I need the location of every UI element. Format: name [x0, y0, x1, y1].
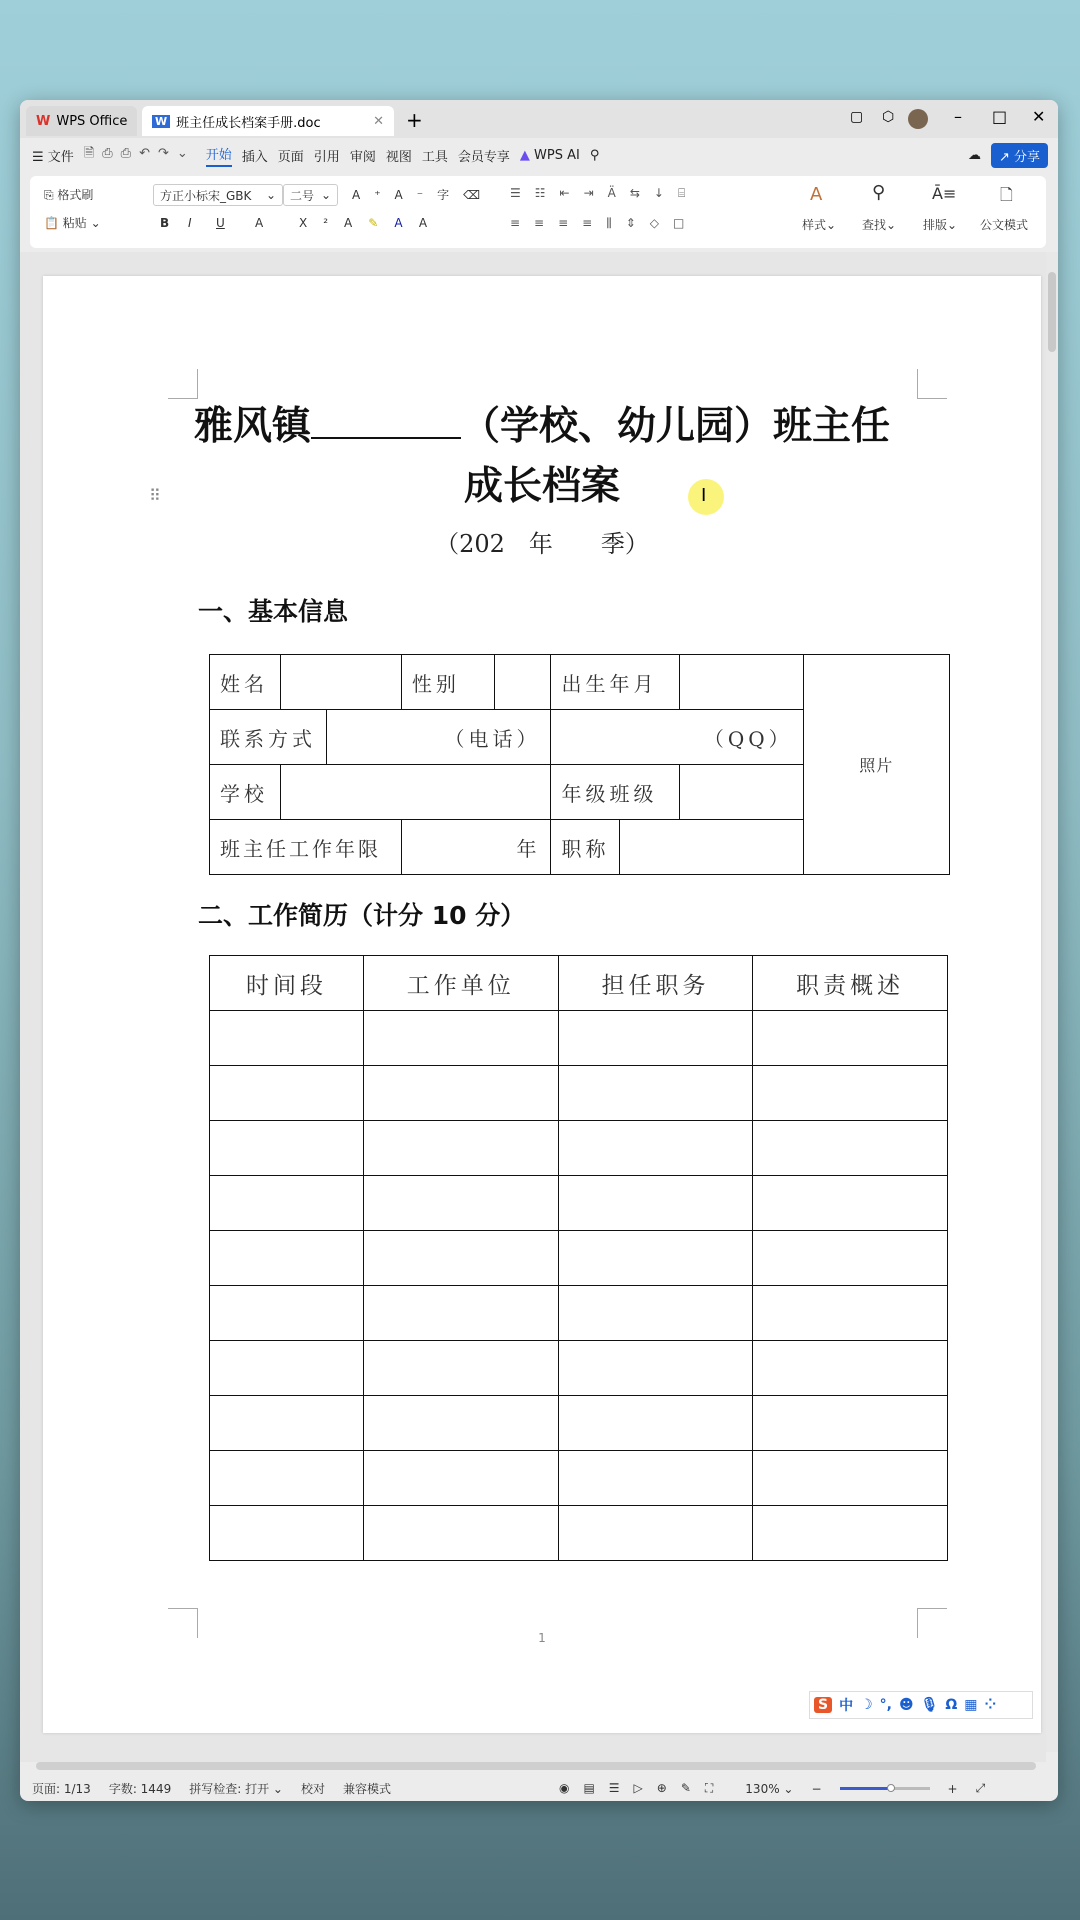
status-bar [20, 1776, 1058, 1801]
close-icon[interactable]: ✕ [373, 113, 384, 129]
label-contact: 联系方式 [210, 710, 327, 765]
find-button[interactable]: 查找⌄ [862, 218, 897, 232]
label-grade: 年级班级 [551, 765, 680, 820]
table-cell[interactable] [210, 1066, 364, 1121]
table-cell[interactable] [363, 1011, 558, 1066]
zoom-out-icon[interactable]: − [811, 1781, 822, 1796]
zoom-in-icon[interactable]: + [947, 1781, 958, 1796]
table-cell[interactable] [363, 1121, 558, 1176]
text-effects[interactable]: A X²A✎AA [255, 216, 444, 230]
header-period: 时间段 [210, 956, 364, 1011]
table-row [210, 1121, 948, 1176]
table-cell[interactable] [363, 1231, 558, 1286]
wps-logo-icon: W [36, 113, 51, 129]
label-title: 职称 [551, 820, 620, 875]
table-cell[interactable] [363, 1066, 558, 1121]
photo-cell[interactable]: 照片 [803, 655, 949, 875]
input-birth[interactable] [680, 655, 803, 710]
header-duties: 职责概述 [753, 956, 948, 1011]
menu-review[interactable]: 审阅 [349, 149, 376, 165]
menu-file[interactable]: ☰ 文件 [32, 149, 74, 165]
bold-button[interactable]: B [160, 216, 170, 230]
document-title-line2: 成长档案 [463, 463, 620, 509]
table-row [210, 1011, 948, 1066]
zoom-slider[interactable] [840, 1787, 930, 1790]
table-row [210, 1286, 948, 1341]
table-row [210, 1176, 948, 1231]
avatar[interactable] [908, 109, 928, 129]
table-cell[interactable] [363, 1341, 558, 1396]
table-row [210, 1451, 948, 1506]
minimize-icon[interactable]: – [954, 107, 962, 126]
table-cell[interactable] [753, 1121, 948, 1176]
menu-insert[interactable]: 插入 [241, 149, 268, 165]
table-cell[interactable] [210, 1506, 364, 1561]
chinese-mode-icon: 中 [839, 1698, 854, 1714]
input-school[interactable] [281, 765, 551, 820]
table-cell[interactable] [558, 1341, 753, 1396]
table-row [210, 1506, 948, 1561]
label-name: 姓名 [210, 655, 281, 710]
table-cell[interactable] [363, 1176, 558, 1231]
paragraph-tools[interactable]: ☰☷⇤⇥Ä⇆↓⌸ [510, 186, 700, 200]
table-row [210, 1231, 948, 1286]
menu-view[interactable]: 视图 [385, 149, 412, 165]
table-cell[interactable] [753, 1231, 948, 1286]
document-area [20, 252, 1046, 1762]
cloud-upload-icon[interactable]: ☁ [967, 147, 981, 163]
table-cell[interactable] [210, 1176, 364, 1231]
label-years: 班主任工作年限 [210, 820, 402, 875]
paste-button[interactable]: 📋 粘贴 ⌄ [44, 216, 101, 230]
mic-icon: 🎙 [920, 1697, 939, 1713]
table-cell[interactable] [753, 1506, 948, 1561]
new-tab-icon[interactable]: + [406, 108, 423, 132]
table-cell[interactable] [558, 1231, 753, 1286]
font-size-tools[interactable]: A⁺A⁻字⌫ [352, 188, 495, 202]
menu-bar [20, 138, 1058, 172]
drag-handle-icon[interactable]: ⠿ [149, 486, 161, 505]
styles-icon: A [810, 184, 823, 205]
sogou-logo-icon: S [814, 1697, 832, 1713]
table-cell[interactable] [753, 1176, 948, 1231]
share-button[interactable]: ↗ 分享 [991, 143, 1048, 168]
tab-wps-office[interactable] [26, 106, 137, 136]
margin-corner-mark [168, 369, 198, 399]
document-subtitle: （202 年 季） [435, 530, 649, 558]
input-title[interactable] [620, 820, 803, 875]
fullscreen-icon[interactable]: ⤢ [975, 1781, 986, 1795]
work-history-table [209, 955, 948, 1561]
word-doc-icon: W [152, 115, 170, 128]
table-cell[interactable] [558, 1176, 753, 1231]
tab-label: WPS Office [56, 113, 128, 129]
table-row [210, 1066, 948, 1121]
table-cell[interactable] [753, 1066, 948, 1121]
official-mode-button[interactable]: 公文模式 [980, 218, 1029, 232]
font-size-select[interactable]: 二号 ⌄ [283, 184, 338, 206]
table-cell[interactable] [363, 1451, 558, 1506]
find-icon: ⚲ [872, 182, 886, 203]
table-cell[interactable] [210, 1011, 364, 1066]
label-gender: 性别 [401, 655, 494, 710]
table-row [210, 1396, 948, 1451]
menu-references[interactable]: 引用 [313, 149, 340, 165]
search-icon[interactable]: ⚲ [589, 147, 600, 163]
spell-check[interactable]: 拼写检查: 打开 ⌄ [189, 1782, 283, 1796]
table-cell[interactable] [753, 1011, 948, 1066]
table-cell[interactable] [753, 1286, 948, 1341]
quick-access-icons[interactable]: 🗎⎙⎙↶↷⌄ [83, 146, 196, 161]
table-cell[interactable] [558, 1011, 753, 1066]
table-cell[interactable] [210, 1341, 364, 1396]
menu-page[interactable]: 页面 [277, 149, 304, 165]
view-mode-icons[interactable]: ◉▤☰▷⊕✎⛶ [558, 1781, 728, 1795]
font-select[interactable]: 方正小标宋_GBK ⌄ [153, 184, 283, 206]
table-cell[interactable] [558, 1506, 753, 1561]
input-name[interactable] [281, 655, 402, 710]
table-cell[interactable] [753, 1451, 948, 1506]
table-cell[interactable] [210, 1231, 364, 1286]
italic-button[interactable]: I [188, 216, 192, 230]
basic-info-table [209, 654, 950, 875]
table-cell[interactable] [753, 1396, 948, 1451]
moon-icon: ☽ [860, 1697, 873, 1713]
margin-corner-mark [917, 369, 947, 399]
ribbon-home [30, 176, 1046, 248]
tab-document[interactable] [142, 106, 394, 136]
document-title-line1: 雅风镇 （学校、幼儿园）班主任 [193, 403, 891, 449]
menu-member[interactable]: 会员专享 [457, 149, 510, 165]
header-position: 担任职务 [558, 956, 753, 1011]
table-cell[interactable] [210, 1121, 364, 1176]
table-cell[interactable] [210, 1451, 364, 1506]
underline-button[interactable]: U [216, 216, 225, 230]
page-indicator[interactable]: 页面: 1/13 [32, 1782, 91, 1796]
menu-home[interactable]: 开始 [206, 144, 232, 167]
emoji-icon: ☻ [898, 1697, 914, 1713]
close-window-icon[interactable]: ✕ [1032, 107, 1046, 126]
official-doc-icon: 🗋 [1000, 185, 1013, 204]
alignment-tools[interactable]: ≡≡≡≡⫼⇕◇□ [510, 216, 699, 230]
omega-icon: Ω [945, 1697, 958, 1713]
table-cell[interactable] [210, 1286, 364, 1341]
tab-bar [20, 100, 1058, 138]
horizontal-scrollbar[interactable] [36, 1762, 1036, 1770]
keyboard-icon: ▦ [964, 1697, 978, 1713]
label-birth: 出生年月 [551, 655, 680, 710]
wps-window [20, 100, 1058, 1801]
table-row [210, 1341, 948, 1396]
apps-icon: ⁘ [984, 1697, 997, 1713]
table-cell[interactable] [558, 1066, 753, 1121]
document-page[interactable] [43, 276, 1041, 1733]
word-count[interactable]: 字数: 1449 [108, 1782, 172, 1796]
table-cell[interactable] [363, 1286, 558, 1341]
header-employer: 工作单位 [363, 956, 558, 1011]
input-gender[interactable] [494, 655, 551, 710]
table-cell[interactable] [363, 1506, 558, 1561]
table-cell[interactable] [558, 1121, 753, 1176]
zoom-select[interactable]: 130% ⌄ [745, 1781, 794, 1796]
table-cell[interactable] [558, 1396, 753, 1451]
punctuation-icon: °, [879, 1697, 892, 1713]
table-cell[interactable] [363, 1396, 558, 1451]
layout-icon: Ā≡ [932, 184, 957, 203]
text-cursor-icon: I [701, 485, 707, 506]
menu-tools[interactable]: 工具 [421, 149, 448, 165]
window-icon[interactable]: ▢ [850, 109, 864, 125]
input-grade[interactable] [680, 765, 803, 820]
vertical-scrollbar[interactable] [1046, 252, 1058, 1752]
table-cell[interactable] [753, 1341, 948, 1396]
tab-label: 班主任成长档案手册.doc [176, 115, 321, 131]
page-number: 1 [538, 1631, 546, 1645]
wps-ai-icon: ▲ [519, 147, 530, 163]
section-heading-basic-info: 一、基本信息 [198, 597, 349, 626]
proofread-button[interactable]: 校对 [300, 1782, 325, 1796]
maximize-icon[interactable]: □ [992, 107, 1008, 126]
label-school: 学校 [210, 765, 281, 820]
styles-button[interactable]: 样式⌄ [802, 218, 837, 232]
input-years[interactable]: 年 [401, 820, 551, 875]
table-cell[interactable] [558, 1451, 753, 1506]
ime-toolbar[interactable] [809, 1691, 1033, 1719]
table-cell[interactable] [210, 1396, 364, 1451]
cube-icon[interactable]: ⬡ [882, 109, 895, 125]
input-phone[interactable]: （电话） [327, 710, 551, 765]
layout-button[interactable]: 排版⌄ [923, 218, 958, 232]
input-qq[interactable]: （QQ） [551, 710, 803, 765]
section-heading-work-history: 二、工作简历（计分 10 分） [198, 901, 526, 930]
compat-mode: 兼容模式 [342, 1782, 391, 1796]
format-painter-button[interactable]: ⎘ 格式刷 [44, 188, 94, 202]
table-cell[interactable] [558, 1286, 753, 1341]
menu-wps-ai[interactable]: ▲ WPS AI [519, 147, 580, 163]
